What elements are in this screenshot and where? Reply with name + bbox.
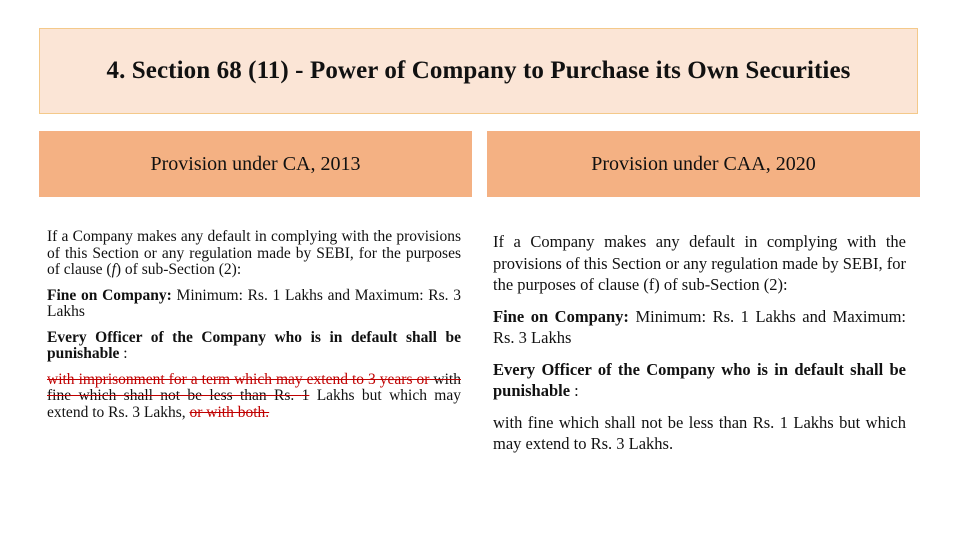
left-intro-text-b: ) of sub-Section (2): xyxy=(115,261,242,278)
right-intro-paragraph: If a Company makes any default in complying with the provisions of this Section or any regulation made by SEBI, for the purposes of clause (f) of sub-Section (2): xyxy=(493,232,906,294)
right-officer-colon: : xyxy=(570,381,579,400)
left-officer-label: Every Officer of the Company who is in default shall be punishable xyxy=(47,328,461,362)
right-fine-paragraph xyxy=(493,306,906,349)
left-officer-colon: : xyxy=(119,345,128,362)
left-fine-text: Minimum: Rs. 1 Lakhs and Maximum: Rs. 3 Lakhs xyxy=(47,286,462,320)
right-column-body xyxy=(493,231,906,465)
left-penalty-paragraph xyxy=(47,372,461,422)
left-column-heading: Provision under CA, 2013 xyxy=(39,131,472,197)
right-fine-text: Minimum: Rs. 1 Lakhs and Maximum: Rs. 3 Lakhs xyxy=(493,306,906,347)
right-officer-label: Every Officer of the Company who is in default shall be punishable xyxy=(493,359,906,400)
left-struck-or-both: or with both. xyxy=(189,403,270,421)
left-intro-text-a: If a Company makes any default in complying with the provisions of this Section or any regulation made by SEBI, for the purposes of clause ( xyxy=(47,228,461,278)
left-intro-clause: f xyxy=(111,261,116,278)
left-fine-paragraph xyxy=(47,288,461,321)
right-fine-label: Fine on Company: xyxy=(493,306,629,326)
slide-title: 4. Section 68 (11) - Power of Company to Purchase its Own Securities xyxy=(106,57,851,84)
left-column-body xyxy=(47,229,461,430)
right-penalty-paragraph: with fine which shall not be less than Rs. 1 Lakhs but which may extend to Rs. 3 Lakhs. xyxy=(493,412,906,453)
left-penalty-text-1: with fine which shall not be less than Rs. xyxy=(47,370,461,404)
left-fine-label: Fine on Company: xyxy=(47,286,172,304)
title-box xyxy=(39,28,918,114)
left-struck-imprisonment: with imprisonment for a term which may extend to 3 years or xyxy=(47,370,430,388)
left-officer-paragraph xyxy=(47,330,461,363)
left-struck-amount: 1 xyxy=(301,387,310,404)
left-intro-paragraph xyxy=(47,229,461,279)
right-officer-paragraph xyxy=(493,359,906,402)
left-penalty-text-3: Lakhs but which may extend to Rs. 3 Lakhs, xyxy=(47,387,461,421)
right-column-heading: Provision under CAA, 2020 xyxy=(487,131,920,197)
